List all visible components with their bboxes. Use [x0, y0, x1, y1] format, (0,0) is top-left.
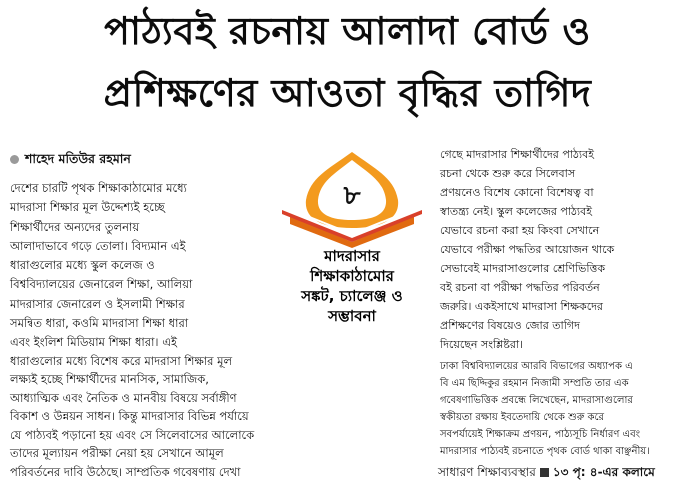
paragraph-line: এবং ইংলিশ মিডিয়াম শিক্ষা ধারা। এই: [10, 335, 177, 349]
paragraph-line: ধারাগুলোর মধ্যে স্কুল কলেজ ও: [10, 258, 155, 273]
series-title: [272, 246, 432, 326]
continuation-ref: ১৩ পৃ: ৪-এর কলামে: [552, 465, 655, 479]
paragraph-line: তাদের মূল্যায়ন পরীক্ষা নেয়া হয় সেখানে আমূল: [10, 446, 224, 460]
article-column-2-bottom: [440, 358, 687, 460]
paragraph-line: প্রণয়নেও বিশেষ কোনো বিশেষত্ব বা: [440, 186, 594, 199]
paragraph-line: মাদরাসার পাঠ্যবই রচনাতে পৃথক বোর্ড থাকা বাঞ্ছনীয়।: [440, 446, 650, 457]
paragraph-line: মাদরাসার জেনারেল ও ইসলামী শিক্ষার: [10, 296, 185, 311]
paragraph-line: সেভাবেই মাদরাসাগুলোর শ্রেণিভিত্তিক: [440, 262, 606, 275]
series-title-line: শিক্ষাকাঠামোর: [310, 267, 394, 285]
square-bullet-icon: [540, 468, 549, 477]
paragraph-line: আধ্যাত্মিক এবং নৈতিক ও মানবীয় বিষয়ে সর্বাঙ্গীণ: [10, 390, 237, 405]
paragraph-line: লক্ষ্যই হচ্ছে শিক্ষার্থীদের মানসিক, সামাজিক,: [10, 372, 209, 386]
byline: [10, 148, 270, 170]
paragraph-line: প্রশিক্ষণের বিষয়েও জোর তাগিদ: [440, 319, 580, 332]
paragraph-line: যে পাঠ্যবই পড়ানো হয় এবং সে সিলেবাসের আলোকে: [10, 427, 255, 442]
paragraph-line: বিশ্ববিদ্যালয়ের জেনারেল শিক্ষা, আলিয়া: [10, 277, 193, 292]
paragraph-line: ধারাগুলোর মধ্যে বিশেষ করে মাদরাসা শিক্ষার মূল: [10, 353, 233, 368]
paragraph-line: সমন্বিত ধারা, কওমি মাদরাসা শিক্ষা ধারা: [10, 316, 189, 331]
paragraph-line: যেভাবে রচনা করা হয় কিংবা সেখানে: [440, 224, 600, 237]
series-title-line: সম্ভাবনা: [328, 307, 376, 325]
continuation-lead: সাধারণ শিক্ষাব্যবস্থার: [438, 465, 536, 479]
paragraph-line: গেছে মাদরাসার শিক্ষার্থীদের পাঠ্যবই: [440, 148, 594, 161]
continuation-note: [438, 462, 690, 482]
paragraph-line: স্বকীয়তা রক্ষায় ইবতেদায়ি থেকে শুরু করে: [440, 412, 605, 423]
paragraph-line: আলাদাভাবে গড়ে তোলা। বিদ্যমান এই: [10, 238, 186, 253]
paragraph-line: রচনা থেকে শুরু করে সিলেবাস: [440, 167, 576, 180]
paragraph-line: মাদরাসা শিক্ষার মূল উদ্দেশ্যই হচ্ছে: [10, 200, 165, 215]
author-name: শাহেদ মতিউর রহমান: [25, 151, 131, 166]
paragraph-line: পরিবর্তনের দাবি উঠেছে। সাম্প্রতিক গবেষণায় দেখা: [10, 464, 241, 479]
paragraph-line: বিকাশ ও উন্নয়ন সাধন। কিন্তু মাদরাসার বিভিন্ন পর্যায়ে: [10, 409, 249, 423]
paragraph-line: বি এম ছিদ্দিকুর রহমান নিজামী সম্প্রতি তার এক: [440, 378, 629, 389]
open-book-icon: [272, 148, 432, 248]
series-title-line: সঙ্কট, চ্যালেঞ্জ ও: [301, 287, 403, 305]
paragraph-line: দিয়েছেন সংশ্লিষ্টরা।: [440, 338, 524, 351]
paragraph-line: শিক্ষার্থীদের অন্যদের তুলনায়: [10, 219, 140, 234]
paragraph-line: গবেষণাভিত্তিক প্রবন্ধে লিখেছেন, মাদরাসাগুলোর: [440, 395, 633, 406]
headline-line-2: প্রশিক্ষণের আওতা বৃদ্ধির তাগিদ: [103, 71, 592, 115]
paragraph-line: যেভাবে পরীক্ষা পদ্ধতির আয়োজন থাকে: [440, 243, 615, 256]
paragraph-line: সবপর্যায়েই শিক্ষাক্রম প্রণয়ন, পাঠ্যসূচি নির্ধারণ এবং: [440, 429, 641, 440]
series-number: ৮: [343, 181, 361, 211]
series-logo: [272, 148, 432, 338]
headline-line-1: পাঠ্যবই রচনায় আলাদা বোর্ড ও: [104, 9, 591, 53]
paragraph-line: জরুরি। একইসাথে মাদরাসা শিক্ষকদের: [440, 300, 603, 313]
bullet-icon: [10, 155, 19, 164]
paragraph-line: বই রচনা বা পরীক্ষা পদ্ধতির পরিবর্তন: [440, 281, 600, 294]
paragraph-line: দেশের চারটি পৃথক শিক্ষাকাঠামোর মধ্যে: [10, 181, 187, 195]
article-column-3: [440, 145, 687, 354]
series-title-line: মাদরাসার: [324, 247, 380, 265]
paragraph-line: ঢাকা বিশ্ববিদ্যালয়ের আরবি বিভাগের অধ্যাপক এ: [440, 361, 633, 372]
article-column-1-bottom: [10, 333, 272, 481]
paragraph-line: স্বাতন্ত্র্য নেই। স্কুল কলেজের পাঠ্যবই: [440, 205, 592, 218]
article-column-1-top: [10, 179, 270, 333]
